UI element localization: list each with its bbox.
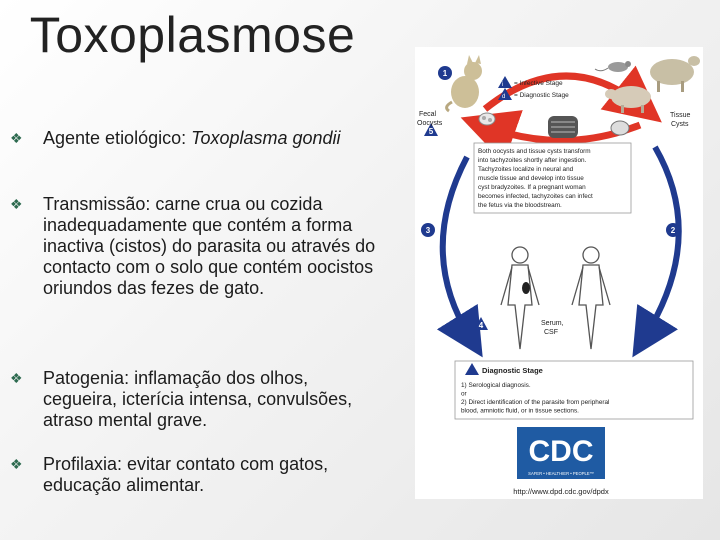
cycle-arrow-left [443, 157, 470, 337]
tissue-label-1: Tissue [670, 112, 691, 119]
diagnostic-line: 2) Direct identification of the parasite from peripheral [461, 399, 610, 406]
diagnostic-title: Diagnostic Stage [482, 366, 543, 375]
cdc-logo-text: CDC [528, 435, 594, 468]
serum-label-1: Serum, [541, 320, 564, 327]
svg-text:i: i [502, 82, 504, 88]
cat-image [447, 55, 482, 111]
step-2-badge [666, 223, 680, 237]
info-line: into tachyzoites shortly after ingestion. [478, 157, 587, 164]
info-line: becomes infected, tachyzoites can infect [478, 193, 593, 200]
diagnostic-line: blood, amniotic fluid, or in tissue sections. [461, 407, 579, 415]
bullet-text [43, 128, 383, 149]
info-text [478, 148, 593, 209]
infective-stage-icon [498, 76, 512, 88]
life-cycle-diagram [415, 47, 703, 499]
step-number: 4 [478, 321, 484, 330]
step-3-badge [421, 223, 435, 237]
tissue-cyst-image [548, 116, 629, 138]
diamond-bullet-icon: ❖ [10, 130, 23, 146]
info-line: Tachyzoites localize in neural and [478, 166, 574, 173]
fecal-label-2: Oocysts [417, 120, 443, 127]
legend [498, 76, 569, 100]
mouse-image [595, 61, 631, 72]
legend-infective: = Infective Stage [514, 80, 563, 87]
cycle-arrow-right [645, 147, 679, 337]
diagnostic-line: or [461, 390, 467, 398]
step-number: 1 [442, 69, 448, 78]
bullet-text: Transmissão: carne crua ou cozida inadequadamente que contém a forma inactiva (cistos) do parasita ou através do contacto com o solo que contém oocistos oriundos das fezes de gato. [43, 194, 376, 298]
info-line: the fetus via the bloodstream. [478, 202, 562, 209]
bullet-text: Patogenia: inflamação dos olhos, cegueira, icterícia intensa, convulsões, atraso mental grave. [43, 368, 353, 430]
cdc-url: http://www.dpd.cdc.gov/dpdx [513, 487, 609, 496]
step-number: 2 [670, 226, 676, 235]
step-4-badge [474, 317, 488, 330]
info-line: muscle tissue and develop into tissue [478, 175, 584, 182]
diamond-bullet-icon: ❖ [10, 370, 23, 386]
step-number: 3 [425, 226, 431, 235]
serum-label-2: CSF [544, 329, 558, 336]
oocyst-image [479, 113, 495, 125]
slide-title: Toxoplasmose [29, 7, 356, 63]
cdc-tagline: SAFER • HEALTHIER • PEOPLE™ [528, 471, 594, 476]
bullet-label: Agente etiológico: [43, 128, 187, 148]
step-1-badge [438, 66, 452, 80]
svg-text:d: d [502, 94, 506, 100]
bullet-italic-value: Toxoplasma gondii [191, 128, 341, 148]
info-line: Both oocysts and tissue cysts transform [478, 148, 591, 155]
diamond-bullet-icon: ❖ [10, 456, 23, 472]
tissue-label-2: Cysts [671, 121, 689, 128]
legend-diagnostic: = Diagnostic Stage [514, 92, 569, 99]
bullet-text: Profilaxia: evitar contato com gatos, educação alimentar. [43, 454, 329, 495]
pig-image [605, 86, 651, 113]
step-number: 5 [428, 127, 434, 136]
diamond-bullet-icon: ❖ [10, 196, 23, 212]
cdc-logo [517, 427, 605, 479]
sheep-image [650, 56, 700, 92]
fecal-label-1: Fecal [419, 111, 437, 118]
info-line: cyst bradyzoites. If a pregnant woman [478, 184, 586, 191]
diagnostic-line: 1) Serological diagnosis. [461, 382, 531, 389]
